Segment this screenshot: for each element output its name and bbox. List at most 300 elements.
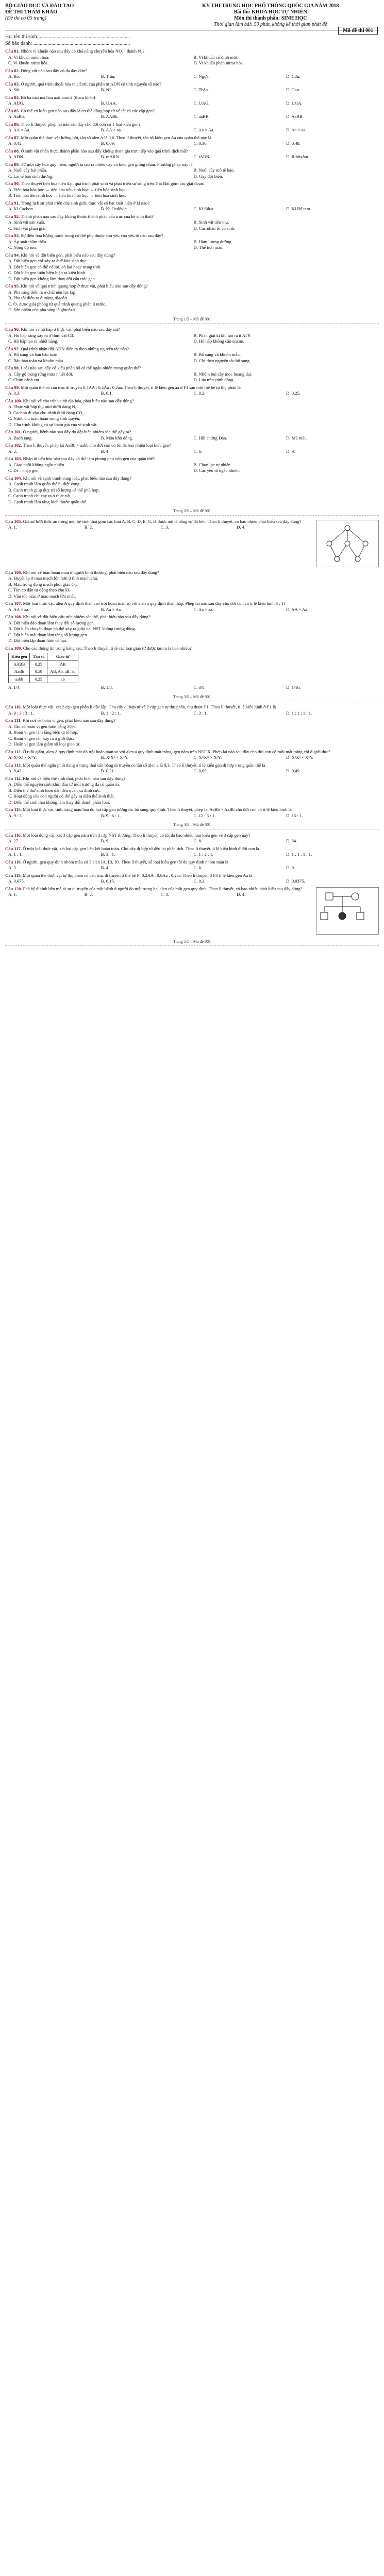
question-number: Câu 112. <box>5 749 22 754</box>
answer-option: C. Đột biến mất đoạn làm tăng số lượng gen. <box>8 632 88 637</box>
table-header-cell: Kiểu gen <box>9 653 30 661</box>
question-block <box>5 873 379 885</box>
question-text: Sự điều hòa lượng nước trong cơ thể phụ thuộc chủ yếu vào yếu tố nào sau đây? <box>21 233 163 238</box>
answer-option: C. 3. <box>160 524 169 530</box>
answer-options <box>5 462 379 474</box>
answer-option: C. Thận. <box>193 87 209 92</box>
question-block <box>5 749 379 761</box>
answer-option: D. Aa × aa. <box>286 127 307 132</box>
answer-options <box>5 371 379 383</box>
answer-option: D. 4. <box>237 524 246 530</box>
answer-option: B. 2. <box>84 524 93 530</box>
answer-option: C. Sinh vật phân giải. <box>8 225 47 231</box>
answer-option: D. Diễn thế sinh thái không làm thay đổi thành phần loài. <box>8 799 110 805</box>
question-text: Ở sinh vật nhân thực, thành phần nào sau đây không tham gia trực tiếp vào quá trình dịch mã? <box>21 148 188 154</box>
food-web-node <box>327 541 332 546</box>
answer-option: D. Hô hấp không cần enzim. <box>193 338 245 344</box>
question-stem <box>5 833 379 839</box>
question-block <box>5 429 379 441</box>
answer-option: C. UAG. <box>193 100 210 106</box>
answer-option: A. Bạch tạng. <box>8 435 33 440</box>
answer-option: B. Phân giải kị khí tạo ra ít ATP. <box>193 332 251 338</box>
answer-option: C. 0,09. <box>193 768 208 773</box>
question-stem <box>5 162 379 168</box>
pages-note: (Đề thi có 05 trang) <box>5 15 46 21</box>
answer-option: B. Trâu. <box>101 74 115 79</box>
answer-options <box>5 219 379 231</box>
answer-option: C. aaBB. <box>193 114 210 119</box>
question-number: Câu 94. <box>5 252 20 258</box>
answer-options <box>5 813 379 819</box>
question-stem <box>5 135 379 141</box>
question-block <box>5 365 379 383</box>
answer-option: A. 0,42. <box>8 768 23 773</box>
answer-option: D. Ribôxôm. <box>286 154 309 159</box>
question-block <box>5 68 379 80</box>
answer-option: D. 64. <box>286 838 297 843</box>
question-number: Câu 88. <box>5 148 20 154</box>
answer-option: C. 3 : 1. <box>193 710 208 716</box>
question-text: Thành phần nào sau đây không thuộc thành phần cấu trúc của hệ sinh thái? <box>21 213 154 219</box>
question-text: Khi nói về diễn thế sinh thái, phát biểu nào sau đây đúng? <box>23 775 126 781</box>
answer-options <box>5 55 379 66</box>
page-footer: Trang 2/5 – Mã đề 001 <box>5 508 379 516</box>
answer-option: C. tARN. <box>193 154 211 159</box>
question-block <box>5 776 379 806</box>
question-text: Theo lí thuyết, phép lai AaBb × aabb cho đời con có tối đa bao nhiêu loại kiểu gen? <box>23 443 171 448</box>
question-text: Ở ruồi giấm, alen A quy định mắt đỏ trội hoàn toàn so với alen a quy định mắt trắng, gen nằm trên NST X. Phép lai nào sau đây cho đời con có ruồi mắt trắng chỉ ở giới đực? <box>23 749 330 754</box>
sub-subject: Môn thi thành phần: SINH HỌC <box>234 15 307 21</box>
answer-option: B. Đột biến chuyển đoạn có thể xảy ra giữa hai NST không tương đồng. <box>8 626 136 631</box>
answer-option: C. 6. <box>193 865 202 870</box>
answer-option: B. Bổ sung và khuôn mẫu. <box>193 352 241 357</box>
answer-options <box>5 852 379 858</box>
official-label: ĐỀ THI THAM KHẢO <box>5 9 58 15</box>
pedigree-member <box>352 893 359 900</box>
question-block <box>5 162 379 180</box>
table-header-cell: Tần số <box>30 653 47 661</box>
question-stem <box>5 704 379 710</box>
answer-option: A. Thực vật hấp thụ nitơ dưới dạng N₂. <box>8 404 78 409</box>
question-block <box>5 614 379 644</box>
table-cell: 0,25 <box>30 660 47 668</box>
question-block <box>5 385 379 397</box>
question-number: Câu 89. <box>5 161 20 167</box>
answer-options <box>5 87 379 93</box>
question-text: Giả sử lưới thức ăn trong một hệ sinh thái gồm các loài A, B, C, D, E, G, H được mô tả bằng sơ đồ bên. Theo lí thuyết, có bao nhiêu phát biểu sau đây đúng? <box>23 518 302 524</box>
question-number: Câu 115. <box>5 807 22 812</box>
answer-option: A. Bổ sung và bán bảo toàn. <box>8 352 59 357</box>
answer-option: B. 1/8. <box>101 685 113 690</box>
answer-option: D. 0,25. <box>286 391 300 396</box>
question-stem <box>5 365 379 371</box>
answer-option: C. 12 : 3 : 1. <box>193 812 216 818</box>
answer-option: B. mARN. <box>101 154 120 159</box>
answer-option: A. 0,3. <box>8 391 21 396</box>
answer-option: B. Tiến hóa tiền sinh học → tiến hóa hóa học → tiến hóa sinh học. <box>8 193 126 198</box>
answer-option: B. 9. <box>101 838 110 843</box>
answer-option: A. Huyết áp ở mao mạch lớn hơn ở tĩnh mạch chủ. <box>8 575 98 581</box>
answer-option: B. Vi khuẩn cố định nitơ. <box>193 54 239 60</box>
question-stem <box>5 252 379 259</box>
answer-options <box>5 114 379 120</box>
answer-option: B. 4. <box>101 448 110 454</box>
candidate-info <box>5 33 379 47</box>
answer-option: C. 6. <box>193 448 202 454</box>
page-footer: Trang 3/5 – Mã đề 001 <box>5 694 379 702</box>
question-number: Câu 85. <box>5 108 20 113</box>
answer-option: D. Vi khuẩn phản nitrat hóa. <box>193 60 244 65</box>
answer-option: A. Nuôi cấy hạt phấn. <box>8 167 47 173</box>
question-text: Khi nói về đột biến gen, phát biểu nào sau đây đúng? <box>21 252 115 258</box>
question-block <box>5 81 379 93</box>
answer-options <box>5 404 379 428</box>
answer-option: C. Hoạt động của con người có thể gây ra diễn thế sinh thái. <box>8 793 115 799</box>
question-text: Loài nào sau đây có kiểu phân bố cá thể ngẫu nhiên trong quần thể? <box>21 365 141 370</box>
question-stem <box>5 95 379 101</box>
table-cell: AB <box>47 660 78 668</box>
question-number: Câu 108. <box>5 614 22 619</box>
answer-option: D. Lúa trên cánh đồng. <box>193 377 235 382</box>
answer-options <box>5 755 379 761</box>
question-number: Câu 90. <box>5 181 20 186</box>
question-stem <box>5 601 379 607</box>
answer-options <box>5 782 379 805</box>
question-block <box>5 601 379 613</box>
question-block <box>5 807 379 819</box>
answer-option: B. 2. <box>84 892 93 897</box>
food-web-node <box>345 526 350 531</box>
answer-option: C. Vi khuẩn nitrat hóa. <box>8 60 49 65</box>
question-number: Câu 92. <box>5 213 20 219</box>
question-stem <box>5 68 379 74</box>
answer-option: B. Aa × Aa. <box>101 606 122 612</box>
question-number: Câu 84. <box>5 94 20 100</box>
question-text: Một quần thể có cấu trúc di truyền 0,4AA : 0,4Aa : 0,2aa. Theo lí thuyết, tỉ lệ kiểu gen aa ở F1 sau một thế hệ tự thụ phấn là <box>21 384 241 390</box>
answer-option: A. 2. <box>8 448 17 454</box>
question-text: Một loài thực vật, xét 2 cặp gen phân li độc lập. Cho cây dị hợp tử về 2 cặp gen tự thụ phấn, thu được F1. Theo lí thuyết, tỉ lệ kiểu hình ở F1 là <box>23 704 276 709</box>
question-text: Một loài thực vật, tính trạng màu hoa do hai cặp gen tương tác bổ sung quy định. Theo lí thuyết, phép lai AaBb × AaBb cho đời con có tỉ lệ kiểu hình là <box>23 807 292 812</box>
answer-options <box>5 724 379 748</box>
answer-option: D. Đột biến lặp đoạn luôn có hại. <box>8 638 68 643</box>
answer-option: D. Hoán vị gen làm giảm số loại giao tử. <box>8 741 80 747</box>
question-stem <box>5 807 379 813</box>
answer-option: D. XᵃXᵃ × XᵃY. <box>286 755 313 760</box>
answer-options <box>5 768 379 774</box>
answer-option: D. Các yếu tố ngẫu nhiên. <box>193 468 240 473</box>
question-stem <box>5 233 379 239</box>
question-block <box>5 327 379 345</box>
answer-options <box>5 127 379 133</box>
answer-option: A. Đột biến đảo đoạn làm thay đổi số lượng gen. <box>8 620 95 625</box>
answer-options <box>5 100 379 107</box>
answer-option: C. Ngựa. <box>193 74 210 79</box>
answer-option: D. 4. <box>237 892 246 897</box>
answer-option: B. Cacbon đi vào chu trình dưới dạng CO₂. <box>8 410 85 415</box>
question-block <box>5 233 379 251</box>
question-number: Câu 118. <box>5 859 22 865</box>
answer-option: D. 0,48. <box>286 141 300 146</box>
question-stem <box>5 122 379 128</box>
answer-option: A. AaBb. <box>8 114 25 119</box>
question-text: Một loài thực vật, alen A quy định thân cao trội hoàn toàn so với alen a quy định thân thấp. Phép lai nào sau đây cho đời con có tỉ lệ kiểu hình 3 : 1? <box>23 601 286 606</box>
question-number: Câu 86. <box>5 121 20 127</box>
question-text: Khi nói về hoán vị gen, phát biểu nào sau đây đúng? <box>22 718 116 723</box>
question-stem <box>5 443 379 449</box>
question-text: Ở người, gen quy định nhóm máu có 3 alen IA, IB, IO. Theo lí thuyết, số loại kiểu gen tối đa quy định nhóm máu là <box>23 859 228 865</box>
question-number: Câu 91. <box>5 200 20 206</box>
answer-option: D. Kỉ Đệ tam. <box>286 206 311 211</box>
answer-options <box>5 258 379 282</box>
question-text: Khi nói về chu trình sinh địa hóa, phát biểu nào sau đây đúng? <box>23 398 134 403</box>
question-number: Câu 103. <box>5 456 22 461</box>
answer-options <box>5 187 379 199</box>
answer-option: D. Vận tốc máu ở mao mạch lớn nhất. <box>8 593 76 599</box>
genotype-table <box>8 653 78 683</box>
answer-option: C. 1 : 2 : 1. <box>193 852 213 857</box>
answer-option: A. Vi khuẩn amôn hóa. <box>8 54 49 60</box>
question-number: Câu 95. <box>5 283 20 289</box>
pedigree-member <box>357 912 364 920</box>
food-web-node <box>345 541 350 546</box>
question-stem <box>5 214 379 220</box>
question-number: Câu 120. <box>5 886 22 891</box>
answer-option: B. AA × aa. <box>101 127 122 132</box>
question-text: Khi nói về cạnh tranh cùng loài, phát biểu nào sau đây đúng? <box>23 475 131 481</box>
pedigree-member <box>321 912 328 920</box>
question-stem <box>5 148 379 155</box>
question-stem <box>5 776 379 782</box>
question-stem <box>5 327 379 333</box>
answer-option: D. Mù màu. <box>286 435 308 440</box>
question-text: Động vật nào sau đây có dạ dày đơn? <box>21 67 87 73</box>
answer-option: A. AUG. <box>8 100 24 106</box>
answer-options <box>5 290 379 313</box>
answer-option: A. 1. <box>8 524 17 530</box>
answer-option: C. XᴬXᴬ × XᵃY. <box>193 755 222 760</box>
table-cell: ab <box>47 675 78 683</box>
answer-option: D. Chu trình không có sự tham gia của vi sinh vật. <box>8 421 98 427</box>
answer-option: C. 0,2. <box>193 391 206 396</box>
answer-option: C. Đột biến gen luôn biểu hiện ra kiểu hình. <box>8 270 87 275</box>
answer-option: A. Diễn thế nguyên sinh khởi đầu từ môi trường đã có quần xã. <box>8 782 121 787</box>
question-stem <box>5 570 379 576</box>
question-block <box>5 886 379 936</box>
table-cell: 0,25 <box>30 675 47 683</box>
answer-option: A. AA × aa. <box>8 606 29 612</box>
answer-option: A. 9 : 7. <box>8 812 23 818</box>
answer-option: D. UGA. <box>286 100 303 106</box>
question-number: Câu 107. <box>5 601 22 606</box>
subject-line: Bài thi: KHOA HỌC TỰ NHIÊN <box>233 9 307 15</box>
answer-option: B. 4. <box>101 865 110 870</box>
answer-option: D. Gan. <box>286 87 300 92</box>
answer-options <box>5 435 379 442</box>
answer-option: C. Nước chỉ tuần hoàn trong sinh quyển. <box>8 416 80 421</box>
question-stem <box>5 200 379 207</box>
exam-title: KỲ THI TRUNG HỌC PHỔ THÔNG QUỐC GIA NĂM 2018 <box>202 3 339 9</box>
answer-option: B. Cạnh tranh giúp duy trì số lượng cá thể phù hợp. <box>8 487 100 493</box>
answer-option: A. 1 : 1. <box>8 852 23 857</box>
table-row <box>9 675 78 683</box>
question-block <box>5 762 379 774</box>
answer-option: C. Nồng độ ion. <box>8 245 37 250</box>
question-text: Theo lí thuyết, phép lai nào sau đây cho đời con có 1 loại kiểu gen? <box>21 121 141 127</box>
question-block <box>5 718 379 748</box>
question-stem <box>5 614 379 620</box>
question-block <box>5 398 379 428</box>
question-number: Câu 93. <box>5 233 20 238</box>
answer-option: D. Gây đột biến. <box>193 173 223 179</box>
question-stem <box>5 108 379 114</box>
answer-option: B. Kỉ Ocđôvic. <box>101 206 128 211</box>
answer-option: D. 1 : 1 : 1 : 1. <box>286 710 312 716</box>
question-stem <box>5 48 379 55</box>
answer-option: B. UAA. <box>101 100 117 106</box>
answer-option: C. Aa × Aa. <box>193 127 214 132</box>
answer-option: C. O₂ được giải phóng từ quá trình quang phân li nước. <box>8 301 107 307</box>
answer-option: C. 3/8. <box>193 685 206 690</box>
answer-options <box>5 710 379 717</box>
food-web-link <box>347 528 365 544</box>
question-text: Nhân tố tiến hóa nào sau đây có thể làm phong phú vốn gen của quần thể? <box>23 456 155 461</box>
question-stem <box>5 718 379 724</box>
answer-option: B. 0,1. <box>101 391 113 396</box>
answer-option: D. 9. <box>286 865 295 870</box>
answer-option: B. N2. <box>101 87 113 92</box>
question-number: Câu 97. <box>5 346 20 351</box>
pedigree-member <box>326 893 333 900</box>
answer-options <box>5 838 379 844</box>
answer-options <box>5 239 379 251</box>
answer-option: A. 1. <box>8 892 17 897</box>
answer-option: C. Kỉ Silua. <box>193 206 215 211</box>
question-block <box>5 95 379 107</box>
answer-option: B. Đột biến gen có thể có lợi, có hại hoặc trung tính. <box>8 264 102 269</box>
question-text: Một quần thể thực vật lưỡng bội, tần số alen A là 0,6. Theo lí thuyết, tần số kiểu gen Aa của quần thể này là <box>21 134 211 140</box>
question-number: Câu 117. <box>5 845 22 851</box>
question-number: Câu 99. <box>5 384 20 390</box>
question-block <box>5 214 379 232</box>
question-text: Quá trình nhân đôi ADN diễn ra theo những nguyên tắc nào? <box>21 346 129 351</box>
answer-option: B. XᵃXᵃ × XᴬY. <box>101 755 129 760</box>
question-number: Câu 87. <box>5 134 20 140</box>
question-text: Một loài động vật, xét 3 cặp gen nằm trên 3 cặp NST thường. Theo lí thuyết, có tối đa bao nhiêu loại kiểu gen về 3 cặp gen này? <box>23 832 251 838</box>
answer-options <box>5 333 379 345</box>
question-text: Khi nói về hô hấp ở thực vật, phát biểu nào sau đây sai? <box>21 327 120 332</box>
answer-options <box>5 167 379 179</box>
question-text: Khi nói về tuần hoàn máu ở người bình thường, phát biểu nào sau đây đúng? <box>23 569 159 575</box>
question-sheet <box>5 48 379 946</box>
question-stem <box>5 398 379 404</box>
question-stem <box>5 181 379 187</box>
answer-option: A. Đột biến gen chỉ xảy ra ở tế bào sinh dục. <box>8 258 88 263</box>
table-header-cell: Giao tử <box>47 653 78 661</box>
question-text: Một quần thể thực vật tự thụ phấn có cấu trúc di truyền ở thế hệ P: 0,2AA : 0,6Aa : 0,2aa. Theo lí thuyết, ở F3 tỉ lệ kiểu gen Aa là <box>23 872 253 878</box>
question-text: Cơ thể có kiểu gen nào sau đây là cơ thể đồng hợp tử về tất cả các cặp gen? <box>21 108 155 113</box>
answer-option: C. Hoán vị gen chỉ xảy ra ở giới đực. <box>8 735 74 741</box>
question-text: Ở người, bệnh nào sau đây do đột biến nhiễm sắc thể gây ra? <box>23 429 131 434</box>
question-block <box>5 570 379 600</box>
question-block <box>5 346 379 364</box>
food-web-node <box>355 556 360 562</box>
answer-option: C. Bán bảo toàn và khuôn mẫu. <box>8 358 64 363</box>
answer-option: D. Chỉ theo nguyên tắc bổ sung. <box>193 358 251 363</box>
answer-option: B. Hàm lượng đường. <box>193 239 232 244</box>
question-stem <box>5 646 379 652</box>
answer-options <box>5 575 379 599</box>
answer-option: A. 3. <box>8 865 17 870</box>
answer-option: B. AABb. <box>101 114 119 119</box>
question-number: Câu 105. <box>5 518 22 524</box>
question-stem <box>5 859 379 866</box>
answer-options <box>5 524 313 531</box>
exam-header <box>5 3 379 30</box>
question-number: Câu 106. <box>5 569 22 575</box>
food-web-node <box>335 556 340 562</box>
answer-option: A. Áp suất thẩm thấu. <box>8 239 47 244</box>
pedigree-member <box>339 912 346 920</box>
question-block <box>5 283 379 313</box>
question-stem <box>5 846 379 852</box>
answer-option: C. Di – nhập gen. <box>8 468 40 473</box>
answer-options <box>5 74 379 80</box>
answer-option: D. Cạnh tranh làm tăng kích thước quần thể. <box>8 499 87 504</box>
candidate-number-line: Số báo danh: ........................................................................... <box>5 41 130 46</box>
answer-option: A. Bò. <box>8 74 20 79</box>
question-text: Từ một cây hoa quý hiếm, người ta tạo ra nhiều cây có kiểu gen giống nhau. Phương pháp này là <box>21 161 193 167</box>
answer-option: B. 0,15. <box>101 878 115 884</box>
exam-code-box: Mã đề thi 001 <box>338 27 378 35</box>
answer-option: C. Lai tế bào sinh dưỡng. <box>8 173 54 179</box>
question-number: Câu 96. <box>5 327 20 332</box>
question-number: Câu 98. <box>5 365 20 370</box>
answer-options <box>5 206 379 212</box>
candidate-name-line: Họ, tên thí sinh: ...................................................................... <box>5 34 130 40</box>
answer-option: C. 0,3. <box>193 878 206 884</box>
table-cell: aabb <box>9 675 30 683</box>
answer-option: A. Cây gỗ trong rừng mưa nhiệt đới. <box>8 371 73 377</box>
question-block <box>5 148 379 160</box>
question-stem <box>5 476 379 482</box>
question-stem <box>5 283 379 290</box>
answer-option: A. 1/4. <box>8 685 21 690</box>
answer-option: B. Hoán vị gen làm tăng biến dị tổ hợp. <box>8 730 79 735</box>
answer-option: A. XᴬXᵃ × XᴬY. <box>8 755 37 760</box>
question-block <box>5 181 379 199</box>
question-block <box>5 859 379 871</box>
question-number: Câu 113. <box>5 762 22 768</box>
food-web-node <box>363 541 368 546</box>
answer-option: A. AA × Aa. <box>8 127 30 132</box>
answer-option: D. Các nhân tố vô sinh. <box>193 225 236 231</box>
question-block <box>5 122 379 133</box>
answer-option: B. Nhóm bụi cây mọc hoang dại. <box>193 371 253 377</box>
question-block <box>5 646 379 691</box>
question-stem <box>5 385 379 391</box>
table-row <box>9 668 78 676</box>
answer-option: D. 0,49. <box>286 768 300 773</box>
question-block <box>5 443 379 454</box>
question-block <box>5 108 379 120</box>
answer-option: B. 0,21. <box>101 768 115 773</box>
question-text: Bộ ba nào mã hóa axit amin? (tham khảo) <box>21 94 95 100</box>
answer-option: D. AA × Aa. <box>286 606 309 612</box>
answer-option: A. Giao phối không ngẫu nhiên. <box>8 462 65 467</box>
answer-option: A. Tiến hóa hóa học → tiến hóa tiền sinh học → tiến hóa sinh học. <box>8 187 127 192</box>
answer-option: D. 9. <box>286 448 295 454</box>
answer-option: D. 15 : 1. <box>286 812 303 818</box>
